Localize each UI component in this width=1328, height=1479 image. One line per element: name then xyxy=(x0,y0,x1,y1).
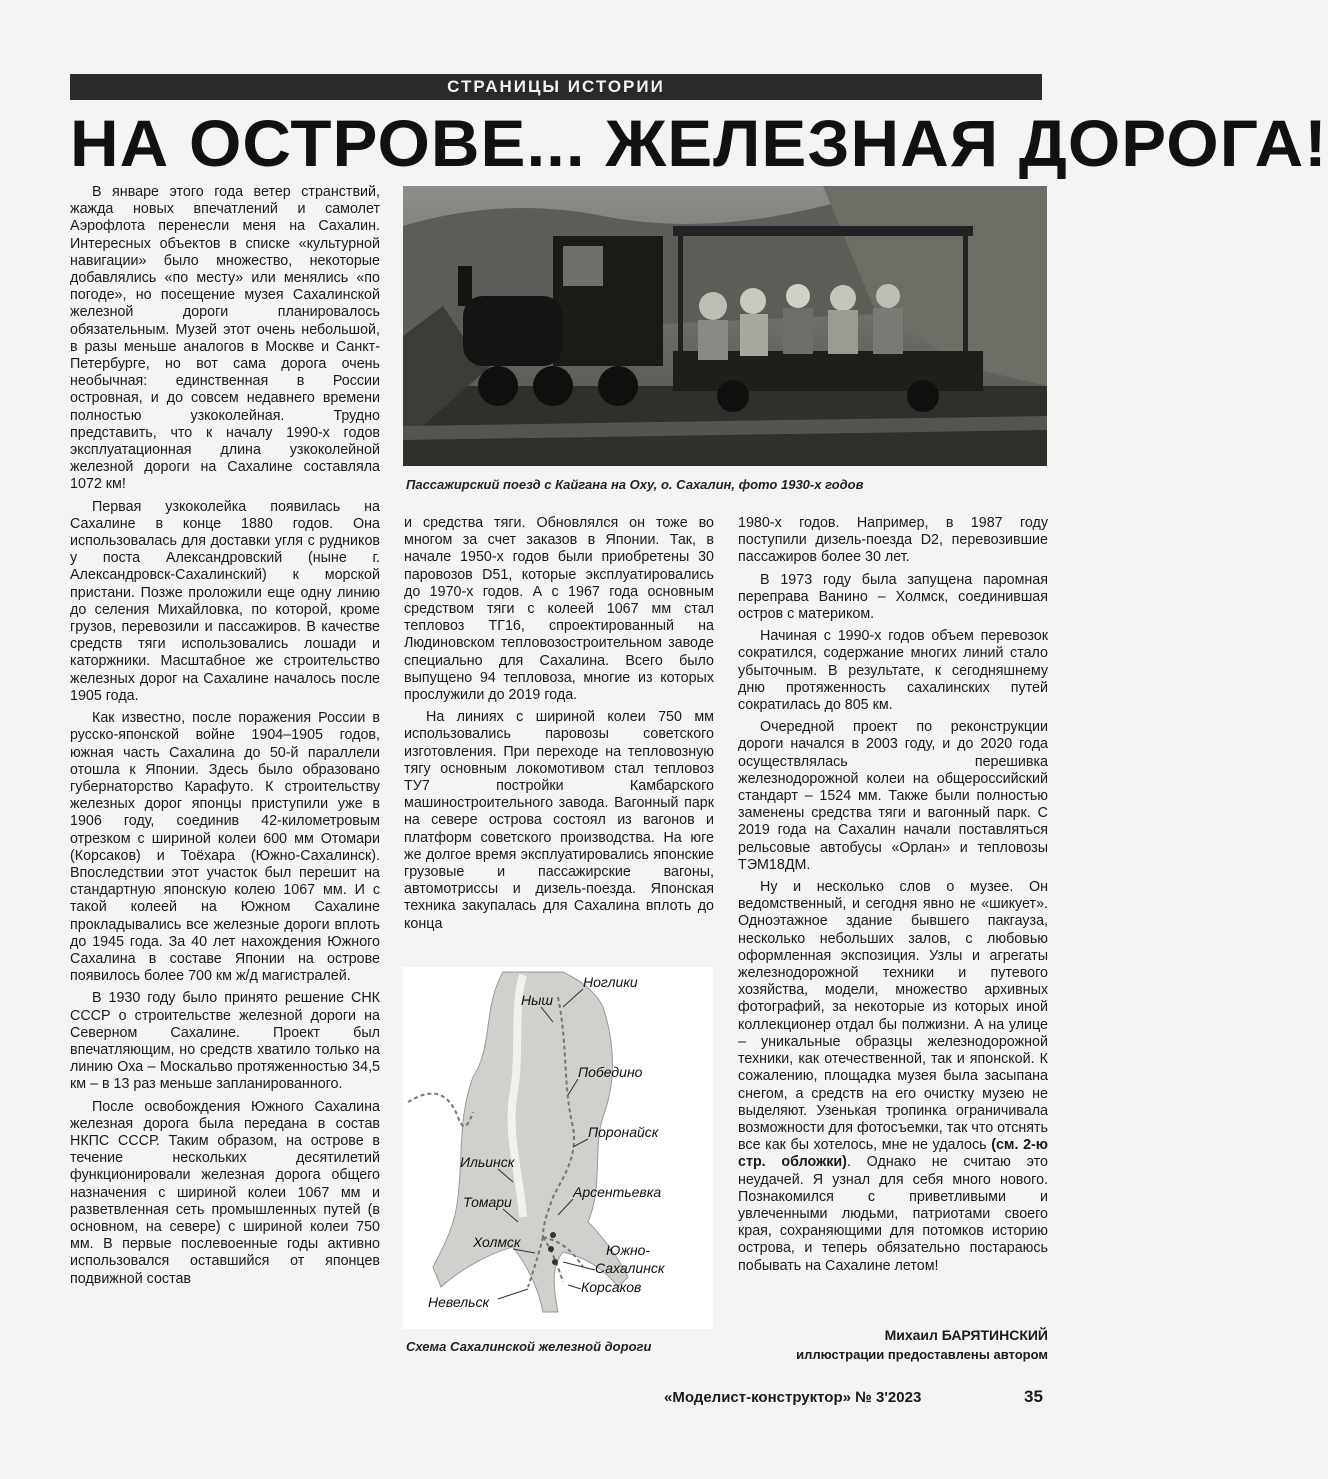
map-label-poronaysk: Поронайск xyxy=(588,1124,659,1140)
paragraph-text: Ну и несколько слов о музее. Он ведомственный, и сегодня явно не «шикует». Одноэтажное здание бывшего пакгауза, несколько небольших залов, с любовью оформленная экспозиция. Узлы и агрегаты железнодорожной техники и путевого хозяйства, модели, множество архивных фотографий, за некоторые из которых иной коллекционер отдал бы полжизни. А на улице – уникальные образцы железнодорожной техники, как отечественной, так и японской. К сожалению, площадка музея была засыпана снегом, а средств на его очистку музею не выделяют. Узенькая тропинка ограничивала возможности для фотосъемки, так что отснять все как бы хотелось, мне не удалось xyxy=(738,879,1048,1154)
map-label-arsentyevka: Арсентьевка xyxy=(573,1184,662,1200)
map-label-nevelsk: Невельск xyxy=(428,1294,490,1310)
sakhalin-map xyxy=(403,967,713,1329)
article-title: НА ОСТРОВЕ... ЖЕЛЕЗНАЯ ДОРОГА! xyxy=(70,106,1328,180)
paragraph: После освобождения Южного Сахалина железная дорога была передана в состав НКПС СССР. Таким образом, на острове в течение нескольких десятилетий функционировали железная дорога общего назначения с шириной колеи 1067 мм и разветвленная сеть промышленных путей (в основном, на севере) с шириной колеи 750 мм. В первые послевоенные годы активно использовался оставшийся от японцев подвижной состав xyxy=(70,1098,380,1287)
article-column-3 xyxy=(738,515,1048,1280)
author-name: Михаил БАРЯТИНСКИЙ xyxy=(884,1327,1048,1343)
paragraph: Первая узкоколейка появилась на Сахалине в конце 1880 годов. Она использовалась для доставки угля с рудников у поста Александровский (ныне г. Александровск-Сахалинский) к морской пристани. Позже проложили еще одну линию до селения Михайловка, по которой, кроме грузов, перевозили и пассажиров. В качестве средств тяги использовались лошади и каторжники. Масштабное же строительство железных дорог на Сахалине началось после 1905 года. xyxy=(70,498,380,704)
map-label-yuzhno-2: Сахалинск xyxy=(595,1260,665,1276)
paragraph: В январе этого года ветер странствий, жажда новых впечатлений и самолет Аэрофлота перенесли меня на Сахалин. Интересных объектов в списке «культурной навигации» было множество, некоторые добавлялись «по месту» или менялись «по погоде», но посещение музея Сахалинской железной дороги планировалось обязательным. Музей этот очень небольшой, в разы меньше аналогов в Москве и Санкт-Петербурге, но вот сама дорога очень необычная: единственная в России островная, и до совсем недавнего времени полностью узкоколейная. Трудно представить, что к началу 1990-х годов эксплуатационная длина узкоколейной железной дороги на Сахалине составляла 1072 км! xyxy=(70,184,380,493)
photo-caption: Пассажирский поезд с Кайгана на Оху, о. Сахалин, фото 1930-х годов xyxy=(406,477,864,492)
author-signature xyxy=(738,1325,1048,1365)
map-label-nogliki: Ноглики xyxy=(583,974,638,990)
magazine-issue: «Моделист-конструктор» № 3'2023 xyxy=(664,1389,922,1406)
article-column-2 xyxy=(404,515,714,938)
section-header: СТРАНИЦЫ ИСТОРИИ xyxy=(70,74,1042,100)
illustration-credit: иллюстрации предоставлены автором xyxy=(796,1347,1048,1362)
train-photo xyxy=(403,186,1047,466)
map-label-nysh: Ныш xyxy=(521,992,554,1008)
map-label-tomari: Томари xyxy=(463,1194,512,1210)
map-label-korsakov: Корсаков xyxy=(581,1279,642,1295)
train-photo-illustration xyxy=(403,186,1047,466)
map-label-pobedino: Победино xyxy=(578,1064,643,1080)
paragraph: 1980-х годов. Например, в 1987 году поступили дизель-поезда D2, перевозившие пассажиров более 30 лет. xyxy=(738,515,1048,566)
paragraph: В 1973 году была запущена паромная переправа Ванино – Холмск, соединившая остров с материком. xyxy=(738,571,1048,623)
map-label-kholmsk: Холмск xyxy=(473,1234,521,1250)
paragraph: Как известно, после поражения России в русско-японской войне 1904–1905 годов, южная часть Сахалина до 50-й параллели отошла к Японии. Здесь было образовано губернаторство Карафуто. К строительству железных дорог японцы приступили уже в 1906 году, соединив 42-километровым отрезком с шириной колеи 600 мм Отомари (Корсаков) и Тоёхара (Южно-Сахалинск). Впоследствии этот участок был перешит на стандартную японскую колею 1067 мм. И с такой колеей на Южном Сахалине прокладывались все железные дороги вплоть до 1945 года. За 40 лет нахождения Южного Сахалина в составе Японии на острове появилось более 700 км ж/д магистралей. xyxy=(70,710,380,985)
paragraph: Очередной проект по реконструкции дороги начался в 2003 году, и до 2020 года осуществлялась перешивка железнодорожной колеи на общероссийский стандарт – 1524 мм. Также были полностью заменены средства тяги и вагонный парк. С 2019 года на Сахалин начали поставляться рельсовые автобусы «Орлан» и тепловозы ТЭМ18ДМ. xyxy=(738,719,1048,873)
map-caption: Схема Сахалинской железной дороги xyxy=(406,1339,652,1354)
paragraph-tail: . Однако не считаю это неудачей. Я узнал для себя много нового. Познакомился с приветливыми и увлеченными людьми, патриотами своего края, сохраняющими для потомков историю острова, и теперь обязательно постараюсь побывать на Сахалине летом! xyxy=(738,1154,1048,1274)
paragraph: В 1930 году было принято решение СНК СССР о строительстве железной дороги на Северном Сахалине. Проект был впечатляющим, но средств хватило только на линию Оха – Москальво протяженностью 34,5 км – в 13 раз меньше запланированного. xyxy=(70,990,380,1093)
page-number: 35 xyxy=(1024,1387,1043,1406)
paragraph: На линиях с шириной колеи 750 мм использовались паровозы советского изготовления. При переходе на тепловозную тягу основным локомотивом стал тепловоз ТУ7 постройки Камбарского машиностроительного завода. Вагонный парк на севере острова состоял из вагонов и платформ советского производства. На юге же долгое время эксплуатировались японские грузовые и пассажирские вагоны, автомотриссы и дизель-поезда. Японская техника закупалась для Сахалина вплоть до конца xyxy=(404,709,714,932)
railway-map xyxy=(403,967,713,1329)
map-label-ilyinsk: Ильинск xyxy=(460,1154,515,1170)
article-column-1 xyxy=(70,184,380,1293)
cover-reference: (см. 2-ю стр. обложки) xyxy=(738,1137,1048,1171)
paragraph-final xyxy=(738,879,1048,1275)
paragraph: и средства тяги. Обновлялся он тоже во многом за счет заказов в Японии. Так, в начале 1950-х годов были приобретены 30 паровозов D51, которые эксплуатировались до 1970-х годов. А с 1967 года основным средством тяги с колеей 1067 мм стал тепловоз ТГ16, спроектированный на Людиновском тепловозостроительном заводе специально для Сахалина. Всего было выпущено 94 тепловоза, многие из которых прослужили до 2019 года. xyxy=(404,515,714,704)
map-label-yuzhno-1: Южно- xyxy=(606,1242,651,1258)
paragraph: Начиная с 1990-х годов объем перевозок сократился, содержание многих линий стало убыточным. В результате, к сегодняшнему дню протяженность сахалинских путей сократилась до 805 км. xyxy=(738,628,1048,714)
